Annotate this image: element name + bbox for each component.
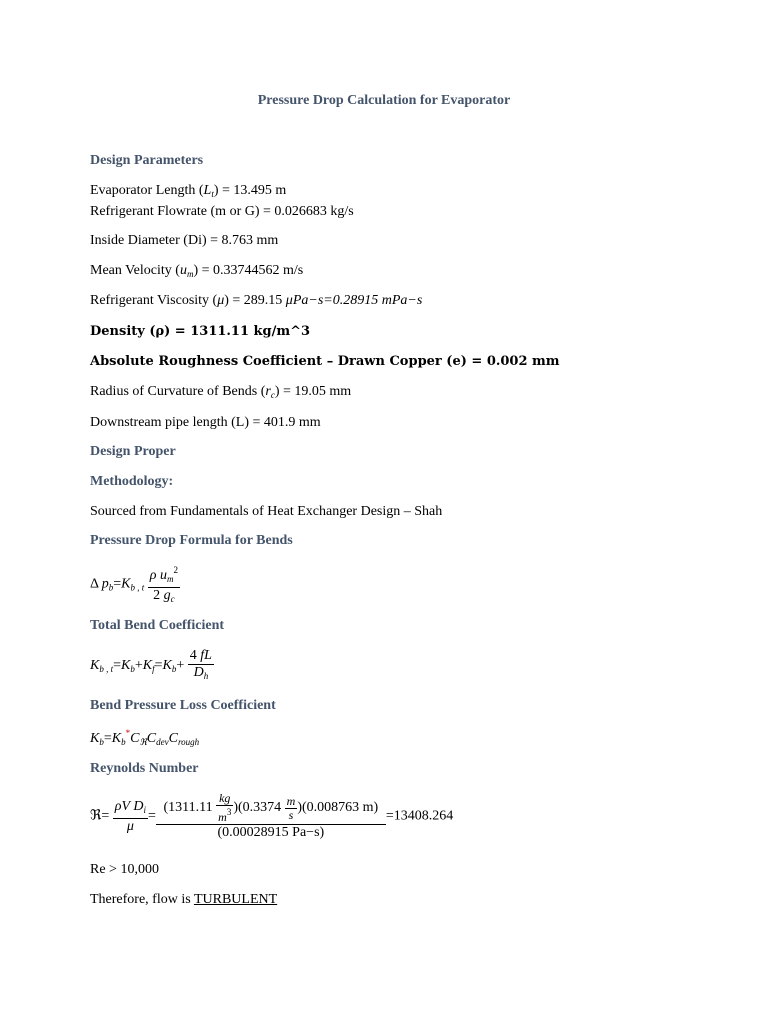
mean-velocity-line: Mean Velocity $(u_m) = 0.33744562$ m/s [90,263,304,279]
reynolds-heading: Reynolds Number [90,761,199,776]
page-title: Pressure Drop Calculation for Evaporator [257,93,511,108]
roughness-line: Absolute Roughness Coefficient – Drawn Copper (e) = 0.002 mm [90,354,560,369]
bends-formula-heading: Pressure Drop Formula for Bends [90,533,293,548]
evaporator-length-line: Evaporator Length $(L_t) = 13.495$ m [90,183,287,199]
total-bend-coefficient-equation: $K_{b , t}=K_b+K_f=K_b+$ $\frac{4 fL}{D_h}$ [90,648,214,684]
equation-fraction: $\frac{4 fL}{D_h}$ [189,648,212,681]
reynolds-equation: ℜ= $\frac{\rho V D_i}{\mu}$ = (1311.11 $\frac{kg}{m^3}$ )(0.3374 $\frac{m}{s}$ )(0.008763 m) (0.00028915 Pa−s) =13408.264 [90,791,454,840]
downstream-length-line: Downstream pipe length (L) = 401.9 mm [90,415,321,430]
total-bend-coefficient-heading: Total Bend Coefficient [90,618,225,633]
reynolds-numeric-fraction: (1311.11 $\frac{kg}{m^3}$ )(0.3374 $\frac{m}{s}$ )(0.008763 m) (0.00028915 Pa−s) [156,792,386,841]
flow-regime-conclusion: Therefore, flow is TURBULENT [90,892,278,907]
bend-pressure-drop-equation: Δ $p_b=K_{b , t}$ $\frac{\rho u_m^2}{2 g_c}$ [90,562,180,607]
bend-loss-coefficient-heading: Bend Pressure Loss Coefficient [90,698,276,713]
bend-loss-coefficient-equation: $K_b=K_b^*C_ℜC_{dev}C_{rough}$ [90,728,200,747]
inside-diameter-line: Inside Diameter (Di) = 8.763 mm [90,233,279,248]
density-line: Density (ρ) = 1311.11 kg/m^3 [90,324,311,339]
refrigerant-flowrate-line: Refrigerant Flowrate (m or G) = 0.026683 kg/s [90,204,354,219]
flow-regime: TURBULENT [193,892,278,907]
equation-fraction: $\frac{\rho u_m^2}{2 g_c}$ [148,562,180,607]
methodology-heading: Methodology: [90,474,174,489]
reynolds-comparison: Re > 10,000 [90,862,159,877]
reynolds-symbolic-fraction: $\frac{\rho V D_i}{\mu}$ [114,798,146,834]
methodology-source: Sourced from Fundamentals of Heat Exchanger Design – Shah [90,504,443,519]
radius-of-curvature-line: Radius of Curvature of Bends $(r_c) = 19.05$ mm [90,384,352,400]
viscosity-line: Refrigerant Viscosity (μ) = 289.15 μPa−s=0.28915 mPa−s [90,293,423,308]
reynolds-result: =13408.264 [385,808,454,824]
design-proper-heading: Design Proper [90,444,176,459]
design-parameters-heading: Design Parameters [90,153,204,168]
